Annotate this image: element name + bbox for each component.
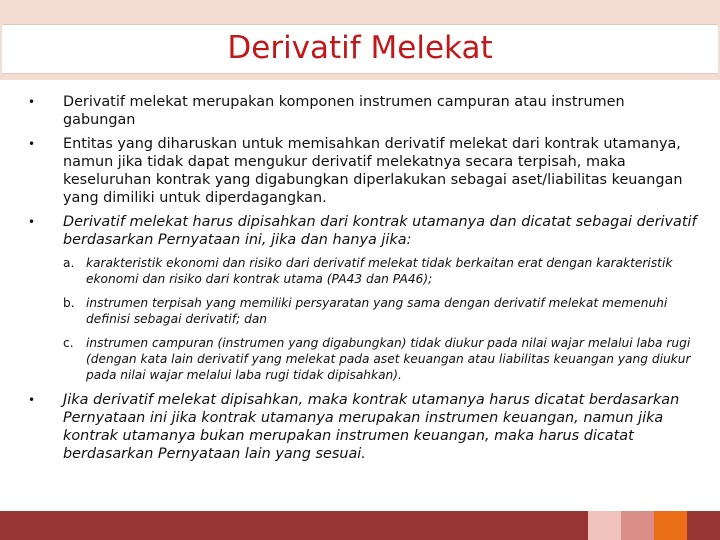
condition-marker: c. xyxy=(63,336,74,350)
bullet-item xyxy=(28,391,698,463)
slide-content xyxy=(28,93,698,469)
condition-list xyxy=(63,255,698,383)
bullet-item xyxy=(28,213,698,383)
bullet-dot: • xyxy=(28,215,36,229)
bullet-item xyxy=(28,93,698,129)
condition-item-c xyxy=(63,335,698,383)
bullet-dot: • xyxy=(28,95,36,109)
footer-bar xyxy=(0,511,720,540)
bullet-item xyxy=(28,135,698,207)
bullet-text: Entitas yang diharuskan untuk memisahkan derivatif melekat dari kontrak utamanya, namun jika tidak dapat mengukur derivatif melekatnya secara terpisah, maka keseluruhan kontrak yang digabungkan diperlakukan sebagai aset/liabilitas keuangan yang dimiliki untuk diperdagangkan. xyxy=(63,136,683,206)
bullet-text: Derivatif melekat merupakan komponen instrumen campuran atau instrumen gabungan xyxy=(63,94,625,128)
bullet-text: Derivatif melekat harus dipisahkan dari kontrak utamanya dan dicatat sebagai derivatif berdasarkan Pernyataan ini, jika dan hanya jika: xyxy=(63,214,697,248)
footer-bar-main xyxy=(0,511,588,540)
bullet-text: Jika derivatif melekat dipisahkan, maka kontrak utamanya harus dicatat berdasarkan Pernyataan ini jika kontrak utamanya merupakan instrumen keuangan, namun jika kontrak utamanya bukan merupakan instrumen keuangan, maka harus dicatat berdasarkan Pernyataan lain yang sesuai. xyxy=(63,392,680,462)
footer-accent-3 xyxy=(654,511,687,540)
condition-item-b xyxy=(63,295,698,327)
condition-text: instrumen terpisah yang memiliki persyaratan yang sama dengan derivatif melekat memenuhi definisi sebagai derivatif; dan xyxy=(86,296,668,326)
slide-title: Derivatif Melekat xyxy=(227,30,493,66)
condition-item-a xyxy=(63,255,698,287)
condition-text: instrumen campuran (instrumen yang digabungkan) tidak diukur pada nilai wajar melalui laba rugi (dengan kata lain derivatif yang melekat pada aset keuangan atau liabilitas keuangan yang diukur pada nilai wajar melalui laba rugi tidak dipisahkan). xyxy=(86,336,691,382)
condition-marker: a. xyxy=(63,256,75,270)
footer-bar-end xyxy=(687,511,720,540)
footer-accent-1 xyxy=(588,511,621,540)
footer-accent-2 xyxy=(621,511,654,540)
bullet-dot: • xyxy=(28,393,36,407)
bullet-dot: • xyxy=(28,137,36,151)
condition-text: karakteristik ekonomi dan risiko dari derivatif melekat tidak berkaitan erat dengan karakteristik ekonomi dan risiko dari kontrak utama (PA43 dan PA46); xyxy=(86,256,673,286)
condition-marker: b. xyxy=(63,296,75,310)
